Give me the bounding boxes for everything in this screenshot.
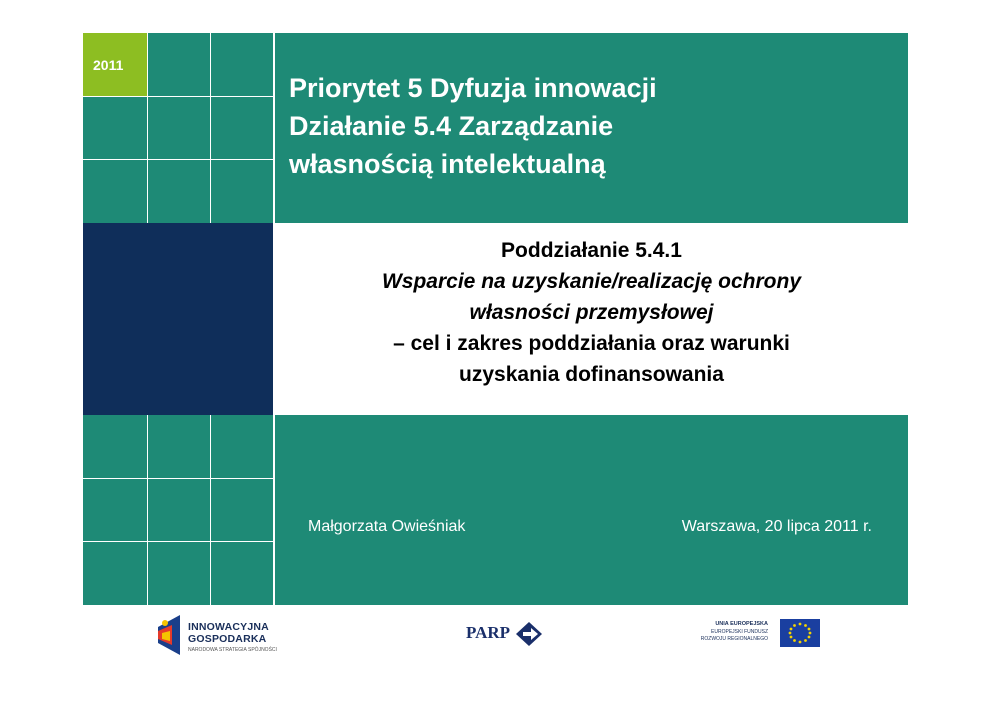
grid-line (210, 33, 211, 223)
author-name: Małgorzata Owieśniak (308, 518, 466, 535)
parp-logo (466, 620, 546, 650)
title-block (275, 33, 908, 223)
decorative-grid (83, 33, 273, 605)
bottom-block (275, 415, 908, 605)
title-line-2: Działanie 5.4 Zarządzanie (289, 111, 614, 141)
title-line-1: Priorytet 5 Dyfuzja innowacji (289, 73, 657, 103)
gospodarka-text: GOSPODARKA (188, 633, 267, 645)
eu-flag-icon (780, 619, 820, 647)
ue-line-1: UNIA EUROPEJSKA (715, 621, 768, 627)
subtitle-line-2: Wsparcie na uzyskanie/realizację ochrony (381, 270, 801, 293)
title-line-3: własnością intelektualną (289, 149, 606, 179)
subtitle-line-5: uzyskania dofinansowania (459, 363, 724, 386)
grid-line (147, 33, 148, 223)
grid-line (83, 541, 273, 542)
navy-block (83, 223, 273, 415)
innowacyjna-gospodarka-emblem-icon (156, 615, 182, 655)
subtitle-line-3: własności przemysłowej (469, 301, 714, 324)
subtitle-line-4: – cel i zakres poddziałania oraz warunki (393, 332, 790, 355)
year-label: 2011 (93, 57, 124, 73)
subtitle-line-1: Poddziałanie 5.4.1 (501, 239, 682, 262)
eu-logo (700, 617, 820, 651)
parp-arrow-icon (516, 622, 542, 646)
innowacyjna-gospodarka-logo (156, 615, 286, 657)
grid-line (83, 478, 273, 479)
slide-title (289, 69, 657, 183)
subtitle-block (275, 223, 908, 415)
title-slide (83, 33, 908, 605)
grid-cell (83, 415, 273, 605)
grid-line (147, 415, 148, 605)
strategia-text: NARODOWA STRATEGIA SPÓJNOŚCI (188, 647, 277, 653)
grid-line (83, 159, 273, 160)
innowacyjna-text: INNOWACYJNA (188, 621, 269, 633)
grid-line (273, 33, 274, 605)
ue-line-2: EUROPEJSKI FUNDUSZ (711, 629, 768, 635)
slide-subtitle (275, 235, 908, 390)
ue-line-3: ROZWOJU REGIONALNEGO (700, 636, 768, 642)
parp-text: PARP (466, 623, 511, 642)
place-date: Warszawa, 20 lipca 2011 r. (681, 518, 872, 535)
grid-line (83, 96, 273, 97)
grid-line (210, 415, 211, 605)
